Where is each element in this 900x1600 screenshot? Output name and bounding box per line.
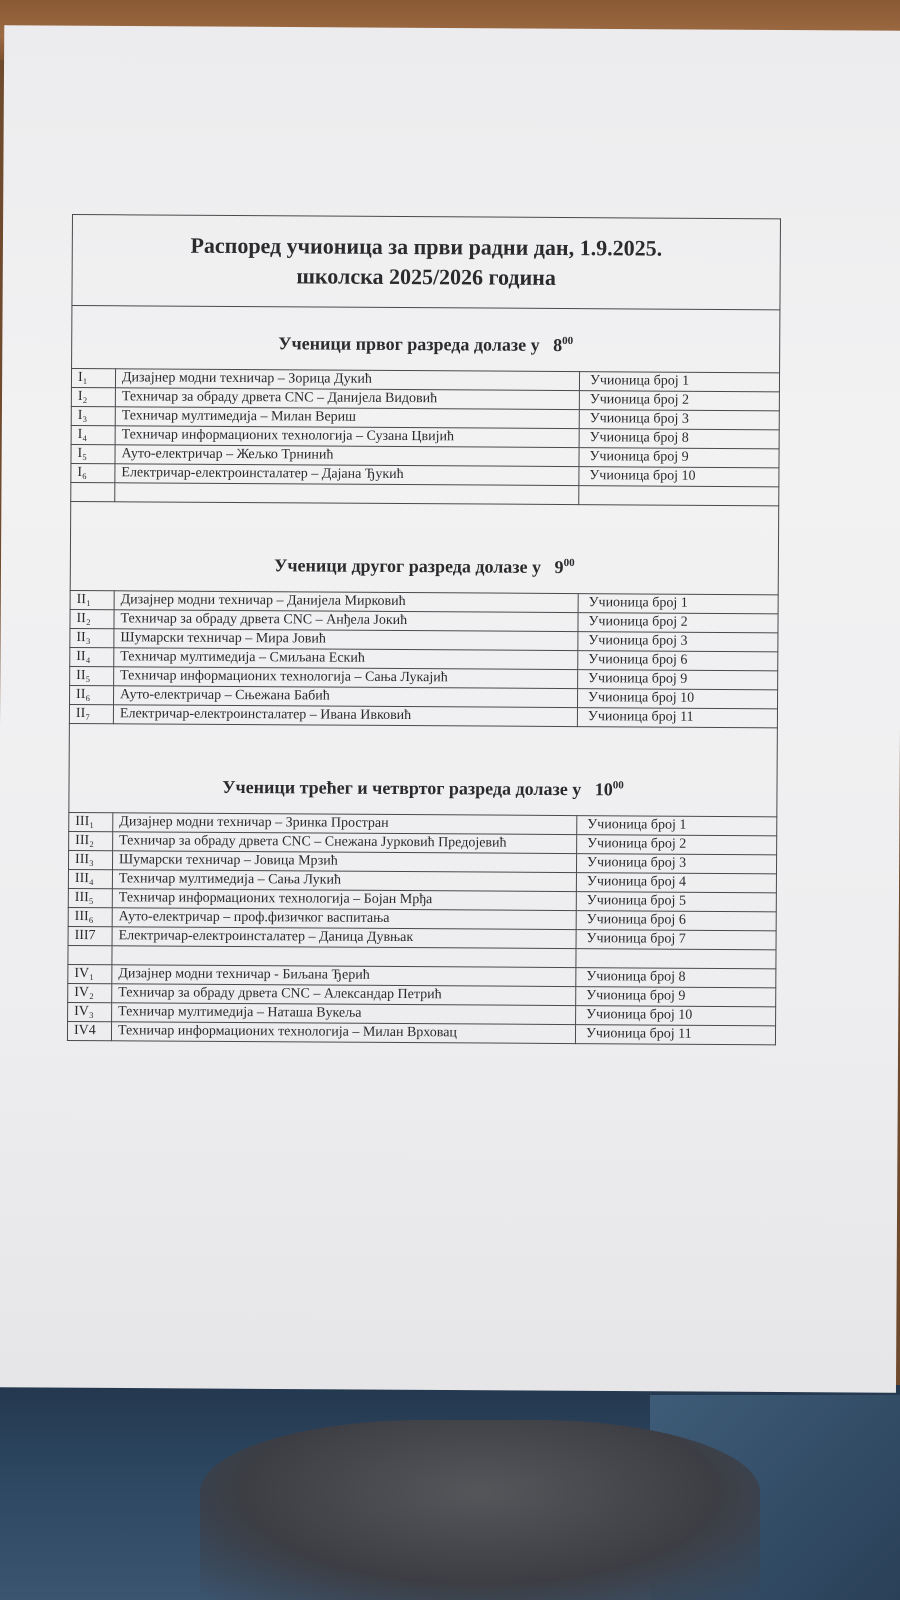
class-code: III7 <box>68 926 112 945</box>
classroom: Учионица број 1 <box>577 816 777 836</box>
class-code: I₆ <box>71 463 115 482</box>
schedule-document <box>67 214 780 1045</box>
classroom: Учионица број 10 <box>576 1006 776 1026</box>
class-code: I₂ <box>71 387 115 406</box>
class-and-teacher: Дизајнер модни техничар – Зринка Простран <box>113 813 577 835</box>
arrival-hour: 10 <box>594 779 613 800</box>
class-code: II₂ <box>70 609 114 628</box>
class-code: I₃ <box>71 406 115 425</box>
classroom: Учионица број 10 <box>579 467 779 487</box>
class-code: II₁ <box>70 590 114 609</box>
empty-cell <box>68 945 112 964</box>
class-code: III₆ <box>68 907 112 926</box>
document-title <box>72 215 781 310</box>
class-and-teacher: Техничар за обраду дрвета CNC – Снежана Јурковић Предојевић <box>113 832 577 854</box>
class-code: I₁ <box>71 369 115 388</box>
class-and-teacher: Техничар мултимедија – Наташа Вукеља <box>112 1003 576 1025</box>
class-code: III₃ <box>68 850 112 869</box>
arrival-minutes: 00 <box>563 557 575 570</box>
class-and-teacher: Техничар мултимедија – Милан Вериш <box>115 407 579 429</box>
background-clothing <box>200 1420 760 1600</box>
class-and-teacher: Техничар за обраду дрвета CNC – Александар Петрић <box>112 984 576 1006</box>
class-code: I₄ <box>71 425 115 444</box>
classroom: Учионица број 8 <box>576 968 776 988</box>
class-and-teacher: Техничар за обраду дрвета CNC – Данијела Видовић <box>115 388 579 410</box>
class-and-teacher: Ауто-електричар – проф.физичког васпитања <box>112 908 576 930</box>
class-and-teacher: Техничар информационих технологија – Сања Лукајић <box>114 667 578 689</box>
class-and-teacher: Шумарски техничар – Мира Јовић <box>114 629 578 651</box>
class-and-teacher: Дизајнер модни техничар – Данијела Мирковић <box>114 591 578 613</box>
class-code: II₄ <box>70 647 114 666</box>
class-and-teacher: Електричар-електроинсталатер – Ивана Ивковић <box>113 705 577 727</box>
section-heading-third-fourth-grade <box>69 723 778 816</box>
section-heading-text: Ученици трећег и четвртог разреда долазе у <box>222 776 582 800</box>
classroom: Учионица број 2 <box>578 613 778 633</box>
class-and-teacher: Техничар информационих технологија – Бојан Мрђа <box>112 889 576 911</box>
classroom: Учионица број 3 <box>576 854 776 874</box>
table-row <box>67 1021 775 1044</box>
class-and-teacher: Дизајнер модни техничар – Зорица Дукић <box>115 369 579 391</box>
classroom: Учионица број 10 <box>577 689 777 709</box>
class-code: I₅ <box>71 444 115 463</box>
class-and-teacher: Дизајнер модни техничар - Биљана Ђерић <box>112 965 576 987</box>
class-code: III₂ <box>69 831 113 850</box>
classroom: Учионица број 11 <box>575 1025 775 1045</box>
class-code: III₅ <box>68 888 112 907</box>
classroom: Учионица број 1 <box>579 372 779 392</box>
class-and-teacher: Ауто-електричар – Жељко Трнинић <box>115 445 579 467</box>
classroom: Учионица број 3 <box>578 632 778 652</box>
class-and-teacher: Шумарски техничар – Јовица Мрзић <box>112 851 576 873</box>
classroom: Учионица број 6 <box>578 651 778 671</box>
classroom: Учионица број 11 <box>577 708 777 728</box>
classroom: Учионица број 8 <box>579 429 779 449</box>
title-line-1: Распоред учионица за први радни дан, 1.9.2025. <box>190 232 663 261</box>
section-heading-first-grade: Ученици првог разреда долазе у $8^{00}$ <box>72 306 780 373</box>
class-and-teacher: Електричар-електроинсталатер – Дајана Ђукић <box>115 464 579 486</box>
class-code: IV₁ <box>68 964 112 983</box>
classroom: Учионица број 9 <box>578 670 778 690</box>
arrival-minutes: 00 <box>612 779 624 792</box>
empty-cell <box>576 949 776 969</box>
class-code: II₆ <box>70 685 114 704</box>
class-code: II₇ <box>69 704 113 723</box>
classroom: Учионица број 1 <box>578 594 778 614</box>
class-code: II₅ <box>70 666 114 685</box>
class-and-teacher: Техничар информационих технологија – Сузана Цвијић <box>115 426 579 448</box>
class-and-teacher: Техничар мултимедија – Смиљана Ескић <box>114 648 578 670</box>
classroom: Учионица број 4 <box>576 873 776 893</box>
class-code: III₄ <box>68 869 112 888</box>
class-code: IV₂ <box>68 983 112 1002</box>
class-and-teacher: Техничар мултимедија – Сања Лукић <box>112 870 576 892</box>
class-code: III₁ <box>69 812 113 831</box>
classroom: Учионица број 7 <box>576 930 776 950</box>
class-and-teacher: Електричар-електроинсталатер – Даница Дувњак <box>112 927 576 949</box>
section-heading-text: Ученици другог разреда долазе у <box>274 555 542 577</box>
classroom: Учионица број 9 <box>579 448 779 468</box>
classroom: Учионица број 3 <box>579 410 779 430</box>
class-and-teacher: Техничар за обраду дрвета CNC – Анђела Јокић <box>114 610 578 632</box>
class-code: IV4 <box>67 1021 111 1040</box>
arrival-hour: 9 <box>554 556 564 578</box>
empty-cell <box>71 482 115 501</box>
class-code: II₃ <box>70 628 114 647</box>
class-and-teacher: Техничар информационих технологија – Милан Врховац <box>111 1022 575 1044</box>
class-and-teacher: Ауто-електричар – Сњежана Бабић <box>114 686 578 708</box>
section-heading-second-grade <box>70 501 779 594</box>
classroom: Учионица број 2 <box>579 391 779 411</box>
classroom: Учионица број 2 <box>577 835 777 855</box>
title-line-2: школска 2025/2026 година <box>296 263 556 290</box>
empty-cell <box>579 486 779 506</box>
classroom: Учионица број 9 <box>576 987 776 1007</box>
class-code: IV₃ <box>68 1002 112 1021</box>
classroom: Учионица број 6 <box>576 911 776 931</box>
classroom: Учионица број 5 <box>576 892 776 912</box>
schedule-table <box>67 214 781 1045</box>
